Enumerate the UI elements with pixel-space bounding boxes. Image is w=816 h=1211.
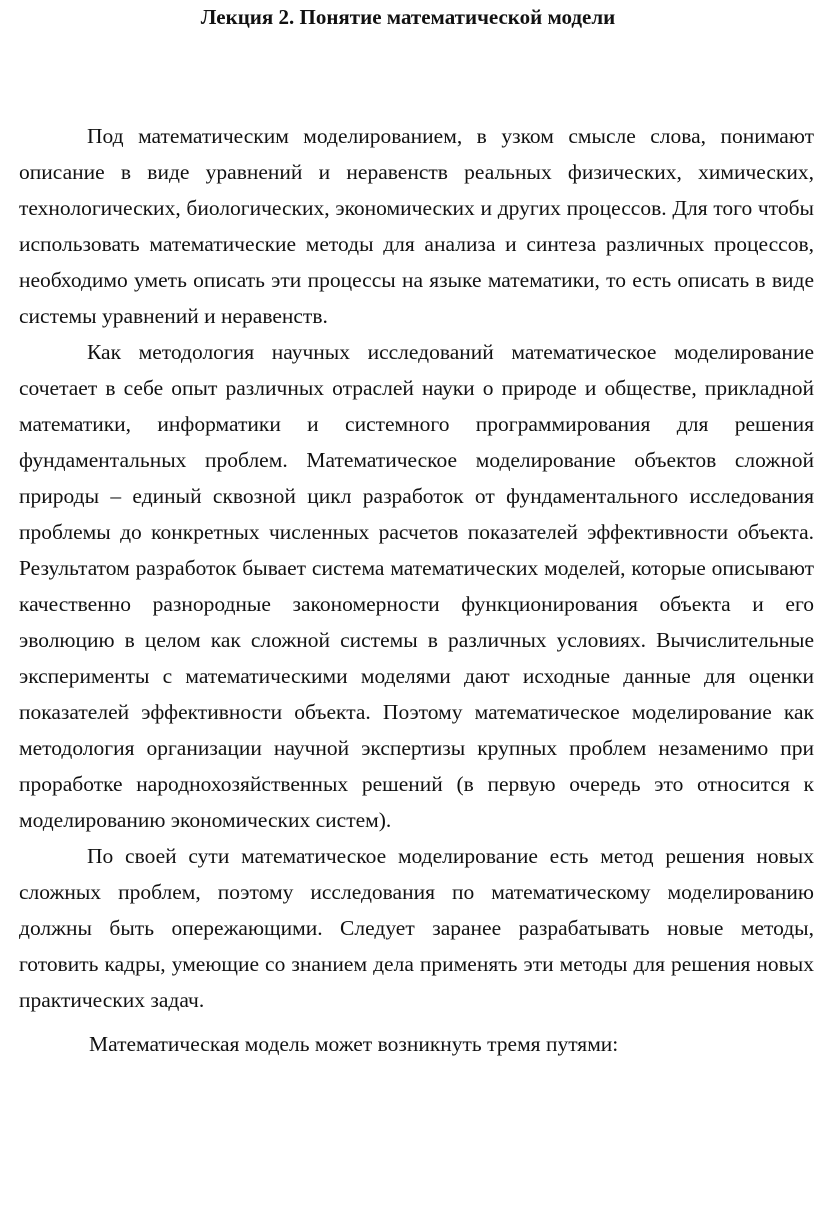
paragraph-definition: Под математическим моделированием, в узком смысле слова, понимают описание в виде уравнений и неравенств реальных физических, химических, технологических, биологических, экономических и других процессов. Для того чтобы использовать математические методы для анализа и синтеза различных процессов, необходимо уметь описать эти процессы на языке математики, то есть описать в виде системы уравнений и неравенств.: [19, 124, 814, 328]
page-title: Лекция 2. Понятие математической модели: [200, 5, 616, 29]
paragraph-methodology: Как методология научных исследований математическое моделирование сочетает в себе опыт различных отраслей науки о природе и обществе, прикладной математики, информатики и системного программирования для решения фундаментальных проблем. Математическое моделирование объектов сложной природы – единый сквозной цикл разработок от фундаментального исследования проблемы до конкретных численных расчетов показателей эффективности объекта. Результатом разработок бывает система математических моделей, которые описывают качественно разнородные закономерности функционирования объекта и его эволюцию в целом как сложной системы в различных условиях. Вычислительные эксперименты с математическими моделями дают исходные данные для оценки показателей эффективности объекта. Поэтому математическое моделирование как методология организации научной экспертизы крупных проблем незаменимо при проработке народнохозяйственных решений (в первую очередь это относится к моделированию экономических систем).: [19, 340, 814, 832]
paragraph-model-origins: Математическая модель может возникнуть тремя путями:: [89, 1032, 619, 1056]
paragraph-essence: По своей сути математическое моделирование есть метод решения новых сложных проблем, поэтому исследования по математическому моделированию должны быть опережающими. Следует заранее разрабатывать новые методы, готовить кадры, умеющие со знанием дела применять эти методы для решения новых практических задач.: [19, 844, 814, 1012]
document-body: [19, 118, 814, 1062]
